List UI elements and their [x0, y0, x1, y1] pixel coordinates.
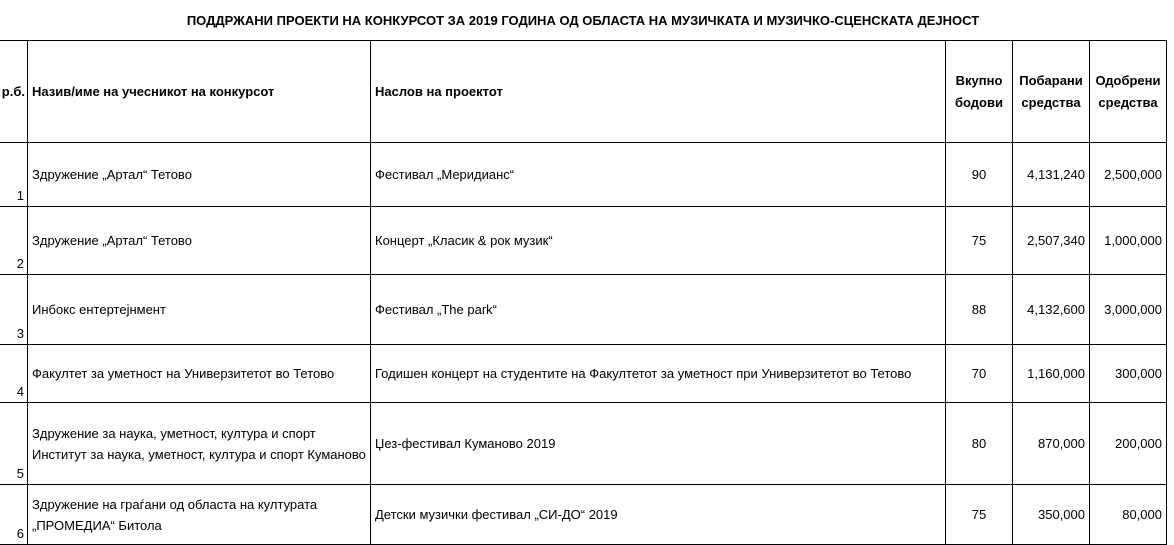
cell-rb: 5 — [0, 403, 28, 485]
cell-points: 80 — [946, 403, 1013, 485]
cell-points: 90 — [946, 143, 1013, 207]
cell-rb: 2 — [0, 207, 28, 275]
cell-approved: 200,000 — [1090, 403, 1167, 485]
cell-approved: 2,500,000 — [1090, 143, 1167, 207]
cell-participant: Инбокс ентертејнмент — [28, 275, 371, 345]
cell-rb: 1 — [0, 143, 28, 207]
cell-requested: 870,000 — [1013, 403, 1090, 485]
header-points: Вкупно бодови — [946, 41, 1013, 143]
header-row — [0, 41, 1167, 143]
cell-points: 88 — [946, 275, 1013, 345]
cell-requested: 4,132,600 — [1013, 275, 1090, 345]
cell-requested: 350,000 — [1013, 485, 1090, 545]
header-participant: Назив/име на учесникот на конкурсот — [28, 41, 371, 143]
table-row — [0, 345, 1167, 403]
header-requested: Побарани средства — [1013, 41, 1090, 143]
cell-approved: 300,000 — [1090, 345, 1167, 403]
cell-participant: Здружение на граѓани од областа на културата „ПРОМЕДИА“ Битола — [28, 485, 371, 545]
cell-requested: 1,160,000 — [1013, 345, 1090, 403]
cell-project: Детски музички фестивал „СИ-ДО“ 2019 — [371, 485, 946, 545]
cell-rb: 3 — [0, 275, 28, 345]
table-row — [0, 403, 1167, 485]
cell-project: Фестивал „Меридианс“ — [371, 143, 946, 207]
table-row — [0, 275, 1167, 345]
table-row — [0, 207, 1167, 275]
header-rb: р.б. — [0, 41, 28, 143]
cell-rb: 4 — [0, 345, 28, 403]
table-row — [0, 485, 1167, 545]
cell-approved: 1,000,000 — [1090, 207, 1167, 275]
header-approved: Одобрени средства — [1090, 41, 1167, 143]
projects-table — [0, 40, 1167, 545]
cell-approved: 80,000 — [1090, 485, 1167, 545]
cell-project: Концерт „Класик & рок музик“ — [371, 207, 946, 275]
cell-points: 70 — [946, 345, 1013, 403]
cell-participant: Здружение „Артал“ Тетово — [28, 143, 371, 207]
cell-requested: 2,507,340 — [1013, 207, 1090, 275]
table-row — [0, 143, 1167, 207]
cell-requested: 4,131,240 — [1013, 143, 1090, 207]
cell-project: Фестивал „The park“ — [371, 275, 946, 345]
cell-participant: Здружение „Артал“ Тетово — [28, 207, 371, 275]
cell-participant: Факултет за уметност на Универзитетот во Тетово — [28, 345, 371, 403]
cell-project: Годишен концерт на студентите на Факултетот за уметност при Универзитетот во Тетово — [371, 345, 946, 403]
cell-participant: Здружение за наука, уметност, култура и спорт Институт за наука, уметност, култура и спорт Куманово — [28, 403, 371, 485]
header-project: Наслов на проектот — [371, 41, 946, 143]
cell-rb: 6 — [0, 485, 28, 545]
cell-approved: 3,000,000 — [1090, 275, 1167, 345]
cell-points: 75 — [946, 485, 1013, 545]
page-title: ПОДДРЖАНИ ПРОЕКТИ НА КОНКУРСОТ ЗА 2019 ГОДИНА ОД ОБЛАСТА НА МУЗИЧКАТА И МУЗИЧКО-СЦЕНСКАТА ДЕЈНОСТ — [186, 12, 980, 28]
cell-project: Џез-фестивал Куманово 2019 — [371, 403, 946, 485]
cell-points: 75 — [946, 207, 1013, 275]
